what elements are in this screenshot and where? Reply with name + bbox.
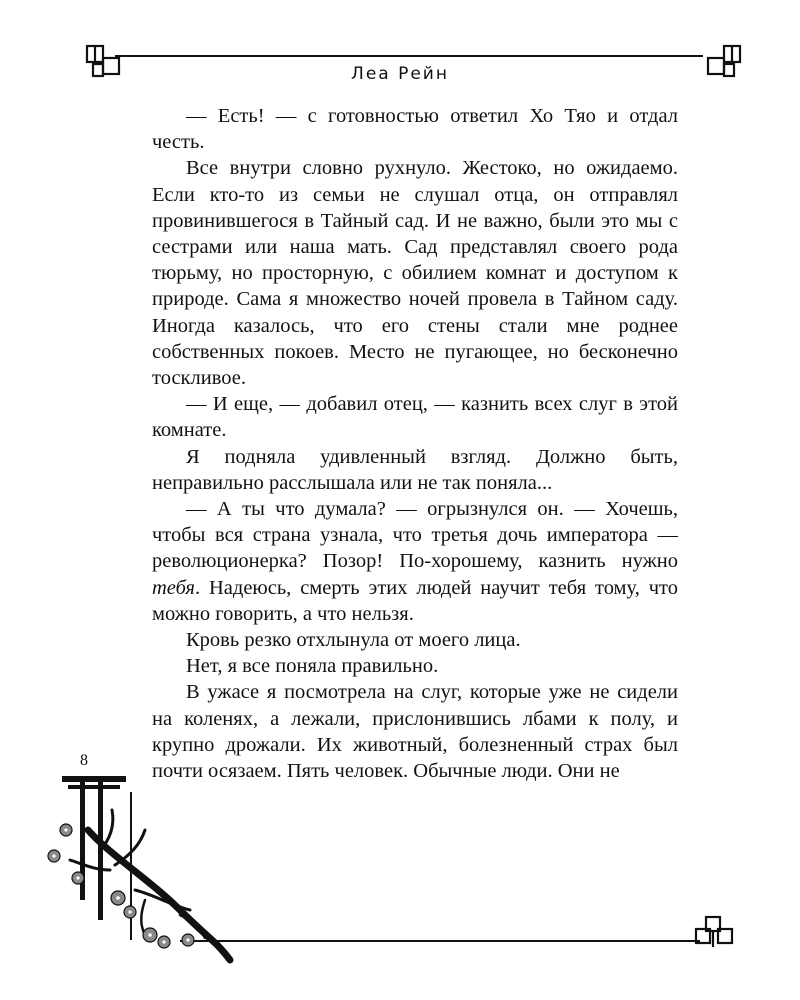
paragraph-text: . Надеюсь, смерть этих людей научит тебя тому, что можно говорить, а что нельзя. [152,576,678,625]
paragraph: — Есть! — с готовностью ответил Хо Тяо и отдал честь. [152,105,678,154]
running-head-author: Леа Рейн [351,64,449,84]
bottom-rule [180,940,700,942]
paragraph: Нет, я все поняла правильно. [186,655,439,678]
page-number: 8 [80,752,88,769]
paragraph: Я подняла удивленный взгляд. Должно быть, неправильно расслышала или не так поняла... [152,445,678,494]
paragraph [152,496,678,627]
paragraph: Все внутри словно рухнуло. Жестоко, но ожидаемо. Если кто-то из семьи не слушал отца, он отправлял провинившегося в Тайный сад. И не важно, были это мы с сестрами или наша мать. Сад представлял своего рода тюрьму, но просторную, с обилием комнат и доступом к природе. Сама я множество ночей провела в Тайном саду. Иногда казалось, что его стены стали мне роднее собственных покоев. Место не пугающее, но бесконечно тоскливое. [152,157,678,390]
sakura-branch-torii-icon [40,770,250,970]
paragraph: В ужасе я посмотрела на слуг, которые уже не сидели на коленях, а лежали, прислонившись лбами к полу, и крупно дрожали. Их животный, болезненный страх был почти осязаем. Пять человек. Обычные люди. Они не [152,681,678,783]
paragraph: Кровь резко отхлынула от моего лица. [186,629,521,652]
body-text [152,103,678,784]
fret-ornament-icon [694,915,740,951]
top-rule [115,55,703,57]
emphasized-word: тебя [152,576,195,599]
paragraph-text: — А ты что думала? — огрызнулся он. — Хочешь, чтобы вся страна узнала, что третья дочь императора — революционерка? Позор! По-хорошему, казнить нужно [152,498,678,573]
paragraph: — И еще, — добавил отец, — казнить всех слуг в этой комнате. [152,393,678,442]
